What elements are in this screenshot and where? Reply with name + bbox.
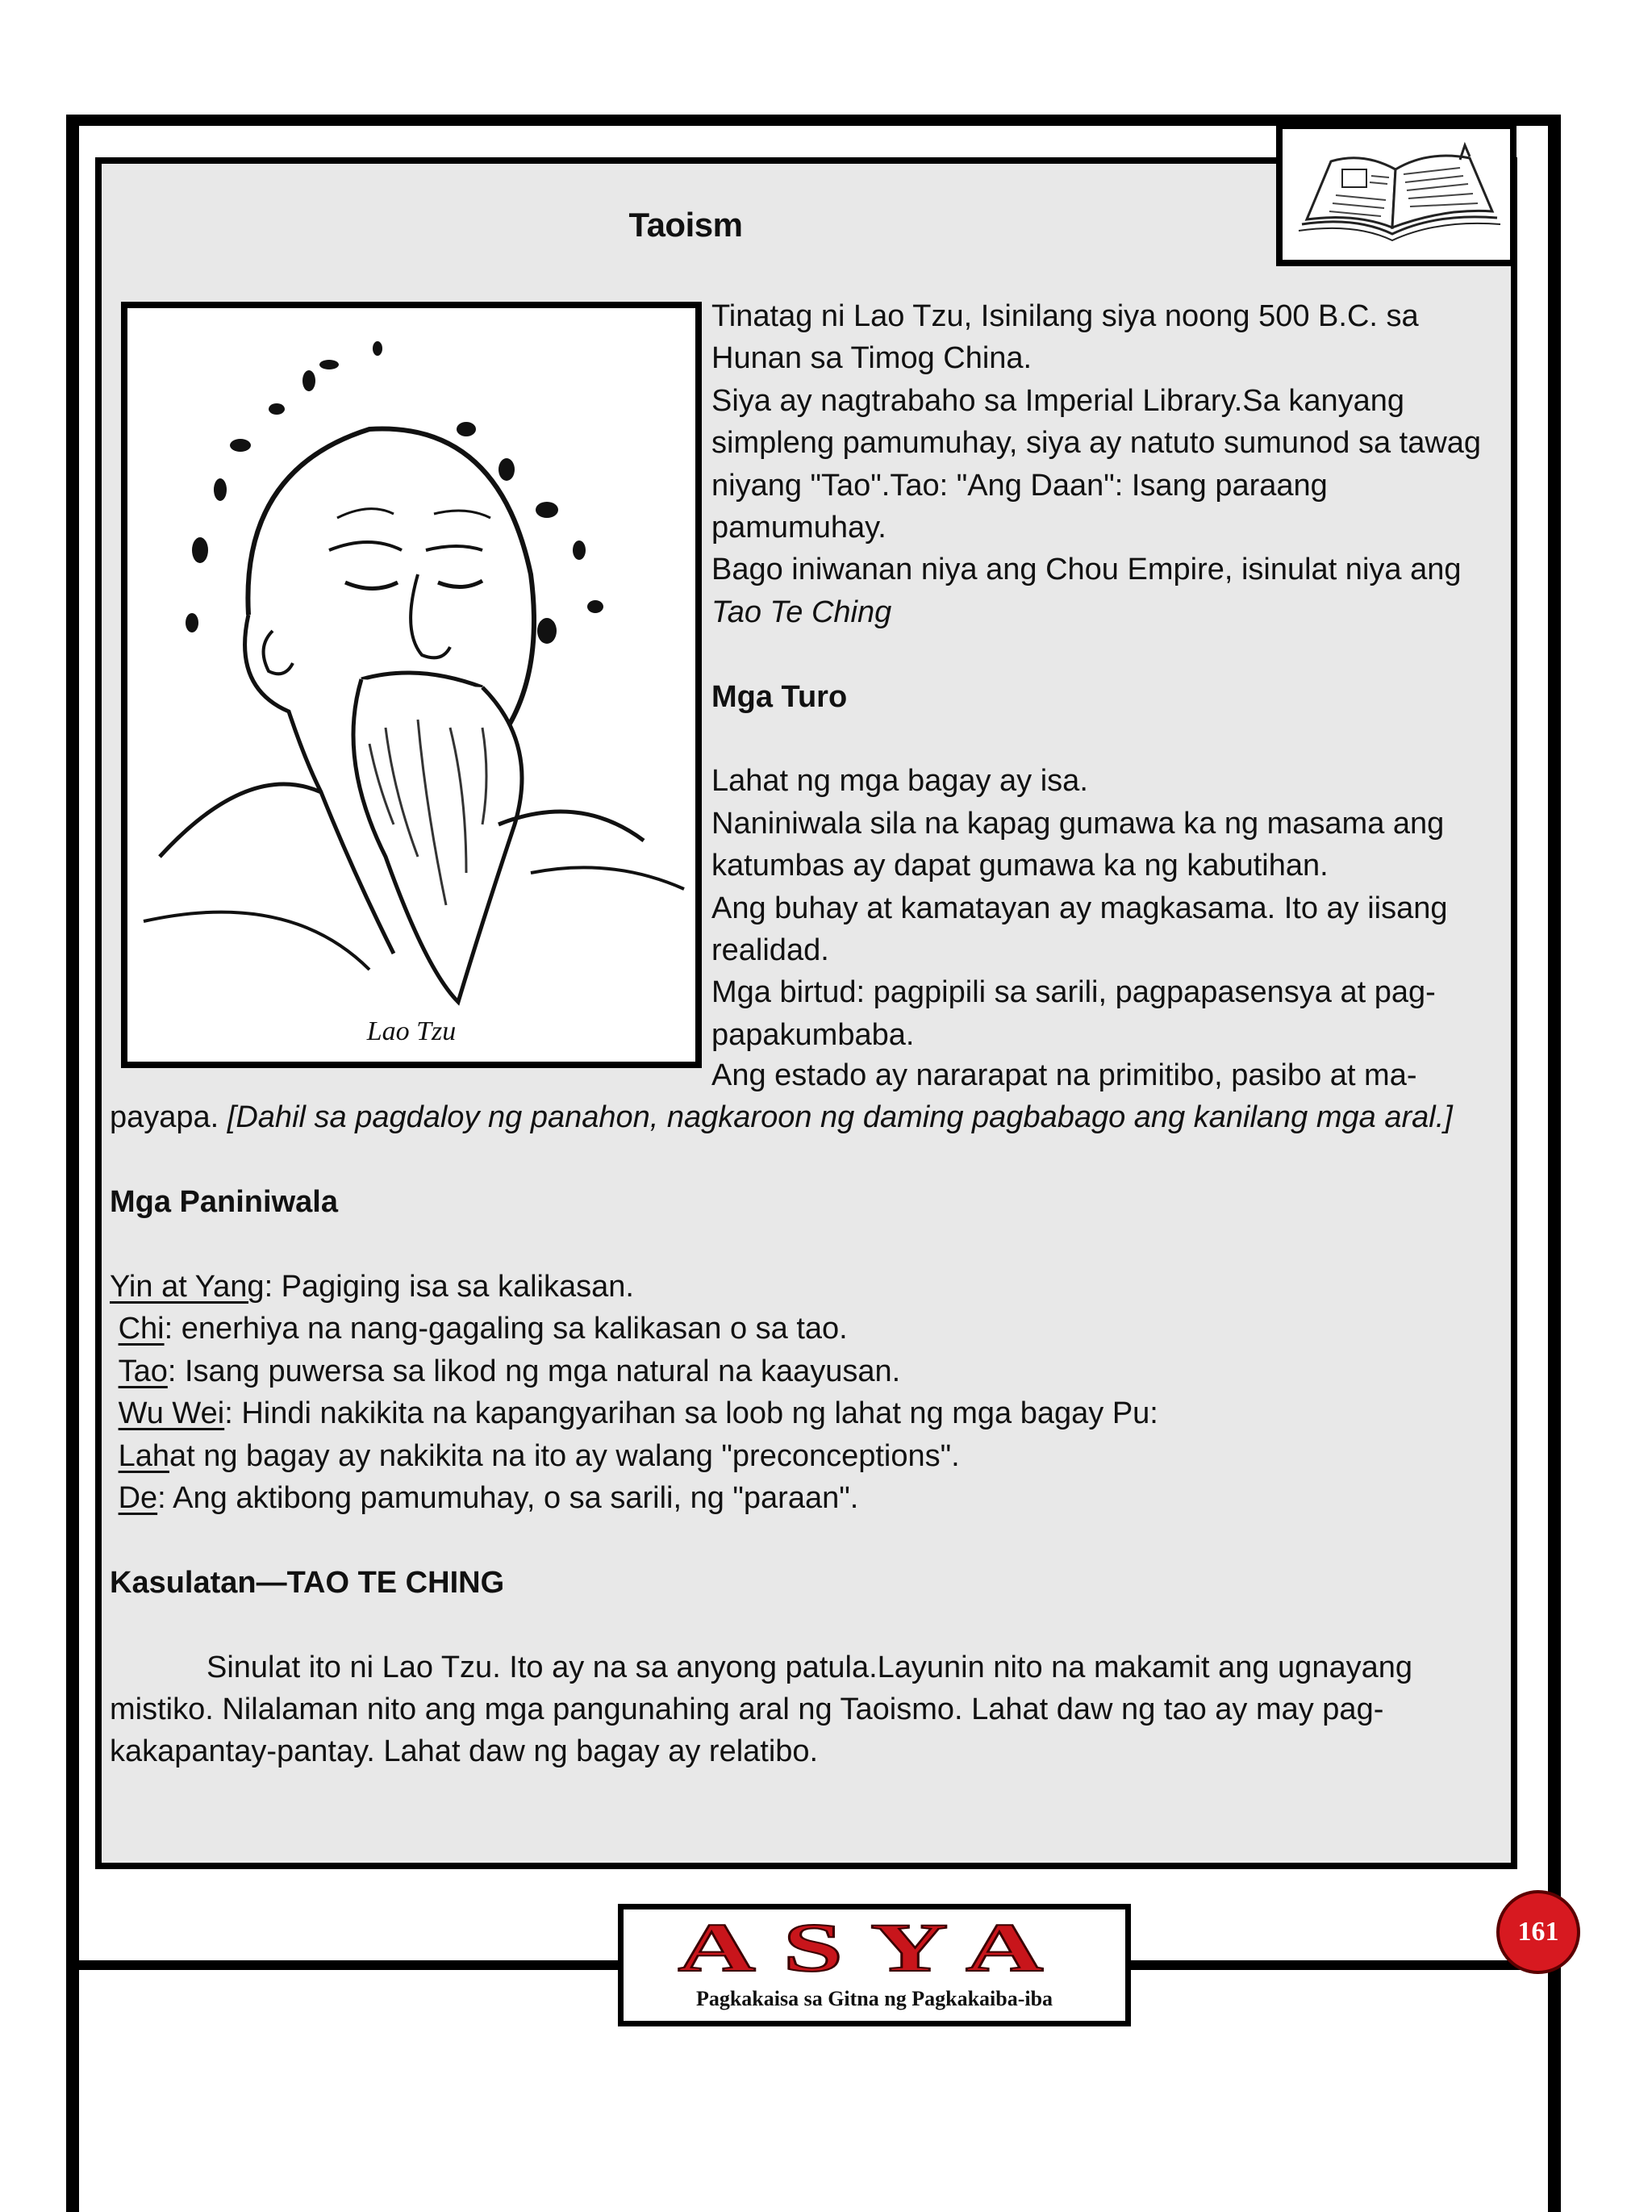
paniniwala-item: Wu Wei: Hindi nakikita na kapangyarihan sa loob ng lahat ng mga bagay Pu: xyxy=(118,1396,1158,1431)
logo-word: ASYA xyxy=(678,1909,1071,1986)
term-de: De xyxy=(118,1481,158,1516)
turo-item: Mga birtud: pagpipili sa sarili, pagpapasensya at pag-papakumbaba. xyxy=(711,975,1436,1052)
turo-item: Ang buhay at kamatayan ay magkasama. Ito ay iisang realidad. xyxy=(711,891,1448,968)
paniniwala-item: Lahat ng bagay ay nakikita na ito ay walang "preconceptions". xyxy=(118,1438,960,1473)
turo-note: [Dahil sa pagdaloy ng panahon, nagkaroon ng daming pagbabago ang kanilang mga aral.] xyxy=(227,1100,1453,1135)
intro-paragraph-3 xyxy=(711,549,1510,633)
intro-paragraph-1: Tinatag ni Lao Tzu, Isinilang siya noong 500 B.C. sa Hunan sa Timog China. xyxy=(711,299,1419,376)
open-book-icon xyxy=(1283,129,1510,260)
turo-last-item xyxy=(110,1096,1513,1138)
paniniwala-heading: Mga Paniniwala xyxy=(110,1185,338,1220)
paniniwala-item: Tao: Isang puwersa sa likod ng mga natural na kaayusan. xyxy=(118,1354,901,1388)
term-tao: Tao xyxy=(118,1354,168,1388)
term-pu: Lah xyxy=(118,1438,169,1473)
term-yin-yang: Yin at Yang xyxy=(110,1270,265,1304)
main-column xyxy=(110,1054,1513,1773)
intro-paragraph-2: Siya ay nagtrabaho sa Imperial Library.Sa kanyang simpleng pamumuhay, siya ay natuto sumunod sa tawag niyang "Tao".Tao: "Ang Daan": Isang paraang pamumuhay. xyxy=(711,383,1482,545)
turo-last-cont: payapa. xyxy=(110,1100,219,1135)
turo-heading: Mga Turo xyxy=(711,679,848,714)
page-title: Taoism xyxy=(628,206,743,244)
portrait-caption: Lao Tzu xyxy=(366,1016,457,1046)
term-wu-wei: Wu Wei xyxy=(118,1396,225,1431)
paniniwala-item: Chi: enerhiya na nang-gagaling sa kalikasan o sa tao. xyxy=(118,1312,848,1346)
page-number-badge: 161 xyxy=(1496,1890,1580,1974)
paniniwala-item: De: Ang aktibong pamumuhay, o sa sarili, ng "paraan". xyxy=(118,1481,859,1516)
book-icon-box xyxy=(1276,123,1516,266)
book-title: Tao Te Ching xyxy=(711,595,892,629)
turo-item: Lahat ng mga bagay ay isa. xyxy=(711,764,1088,799)
logo-tagline: Pagkakaisa sa Gitna ng Pagkakaiba-iba xyxy=(695,1987,1053,2010)
asya-logo xyxy=(618,1904,1131,2026)
kasulatan-body: Sinulat ito ni Lao Tzu. Ito ay na sa anyong patula.Layunin nito na makamit ang ugnayang mistiko. Nilalaman nito ang mga pangunahing aral ng Taoismo. Lahat daw ng tao ay may pag-kakapantay-pantay. Lahat daw ng bagay ay relatibo. xyxy=(110,1650,1412,1769)
turo-item: Naniniwala sila na kapag gumawa ka ng masama ang katumbas ay dapat gumawa ka ng kabutihan. xyxy=(711,806,1445,883)
kasulatan-heading: Kasulatan—TAO TE CHING xyxy=(110,1565,505,1600)
intro-column xyxy=(711,295,1510,1056)
lao-tzu-portrait xyxy=(127,308,695,1062)
turo-last-start: Ang estado ay nararapat na primitibo, pasibo at ma- xyxy=(711,1058,1417,1092)
portrait-frame xyxy=(121,302,702,1068)
term-chi: Chi xyxy=(118,1312,165,1346)
intro-paragraph-3-text: Bago iniwanan niya ang Chou Empire, isinulat niya ang xyxy=(711,553,1462,587)
paniniwala-item: Yin at Yang: Pagiging isa sa kalikasan. xyxy=(110,1270,634,1304)
